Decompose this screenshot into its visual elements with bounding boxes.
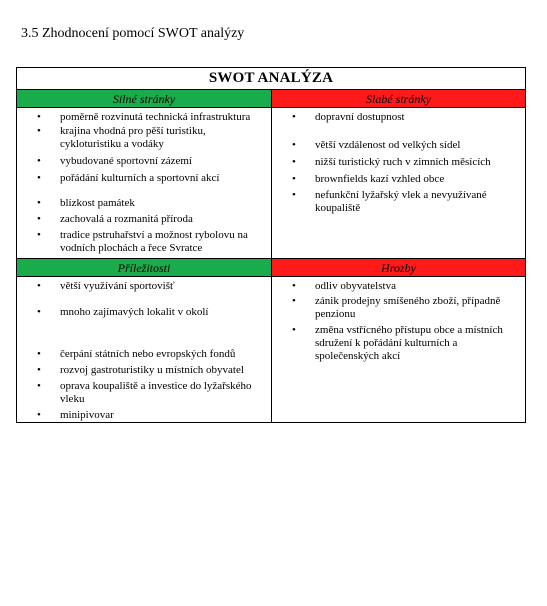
- list-item: • dopravní dostupnost: [292, 111, 405, 123]
- list-item: • odliv obyvatelstva: [292, 280, 396, 292]
- bullet-icon: •: [37, 280, 41, 292]
- weaknesses-cell: [271, 107, 525, 258]
- strengths-list: [17, 108, 271, 255]
- bullet-icon: •: [292, 173, 296, 185]
- bullet-icon: •: [37, 306, 41, 318]
- strengths-cell: [17, 107, 271, 258]
- opportunities-list: [17, 277, 271, 422]
- bullet-icon: •: [37, 111, 41, 123]
- weaknesses-list: [272, 108, 525, 215]
- swot-table-title: SWOT ANALÝZA: [208, 70, 334, 86]
- bullet-icon: •: [37, 409, 41, 421]
- bullet-icon: •: [37, 172, 41, 184]
- list-item: • rozvoj gastroturistiky u místních obyvatel: [37, 364, 244, 376]
- list-item: • větší vzdálenost od velkých sídel: [292, 139, 461, 151]
- bullet-icon: •: [37, 213, 41, 225]
- threats-header: Hrozby: [271, 258, 525, 276]
- section-heading: 3.5 Zhodnocení pomocí SWOT analýzy: [21, 26, 245, 41]
- bullet-icon: •: [37, 197, 41, 209]
- list-item: • poměrně rozvinutá technická infrastruktura: [37, 111, 251, 123]
- list-item: • oprava koupaliště a investice do lyžařského vleku: [37, 380, 252, 405]
- bullet-icon: •: [292, 295, 296, 307]
- list-item: • čerpání státních nebo evropských fondů: [37, 348, 236, 360]
- bullet-icon: •: [292, 111, 296, 123]
- bullet-icon: •: [292, 189, 296, 201]
- bullet-icon: •: [37, 348, 41, 360]
- bullet-icon: •: [37, 155, 41, 167]
- bullet-icon: •: [292, 139, 296, 151]
- threats-list: [272, 277, 525, 363]
- bullet-icon: •: [37, 364, 41, 376]
- opportunities-header: Příležitosti: [17, 258, 271, 276]
- bullet-icon: •: [292, 156, 296, 168]
- bullet-icon: •: [292, 280, 296, 292]
- list-item: • brownfields kazí vzhled obce: [292, 173, 445, 185]
- list-item: • minipivovar: [37, 409, 114, 421]
- weaknesses-header: Slabé stránky: [271, 89, 525, 107]
- swot-table: [16, 67, 526, 423]
- threats-cell: [271, 276, 525, 422]
- list-item: • zachovalá a rozmanitá příroda: [37, 213, 193, 225]
- list-item: • mnoho zajímavých lokalit v okolí: [37, 306, 209, 318]
- list-item: • větší využívání sportovišť: [37, 280, 175, 292]
- list-item: • zánik prodejny smíšeného zboží, případně penzionu: [292, 295, 501, 320]
- list-item: • nižší turistický ruch v zimních měsících: [292, 156, 491, 168]
- list-item: • změna vstřícného přístupu obce a místních sdružení k pořádání kulturních a společenských akcí: [292, 324, 503, 362]
- strengths-header: Silné stránky: [17, 89, 271, 107]
- opportunities-cell: [17, 276, 271, 422]
- list-item: • vybudované sportovní zázemí: [37, 155, 192, 167]
- list-item: • krajina vhodná pro pěší turistiku, cykloturistiku a vodáky: [37, 125, 206, 150]
- list-item: • nefunkční lyžařský vlek a nevyužívané koupaliště: [292, 189, 487, 214]
- bullet-icon: •: [37, 125, 41, 137]
- bullet-icon: •: [37, 229, 41, 241]
- bullet-icon: •: [292, 324, 296, 336]
- list-item: • blízkost památek: [37, 197, 135, 209]
- list-item: • pořádání kulturních a sportovní akcí: [37, 172, 220, 184]
- bullet-icon: •: [37, 380, 41, 392]
- list-item: • tradice pstruhařství a možnost rybolovu na vodních plochách a řece Svratce: [37, 229, 248, 254]
